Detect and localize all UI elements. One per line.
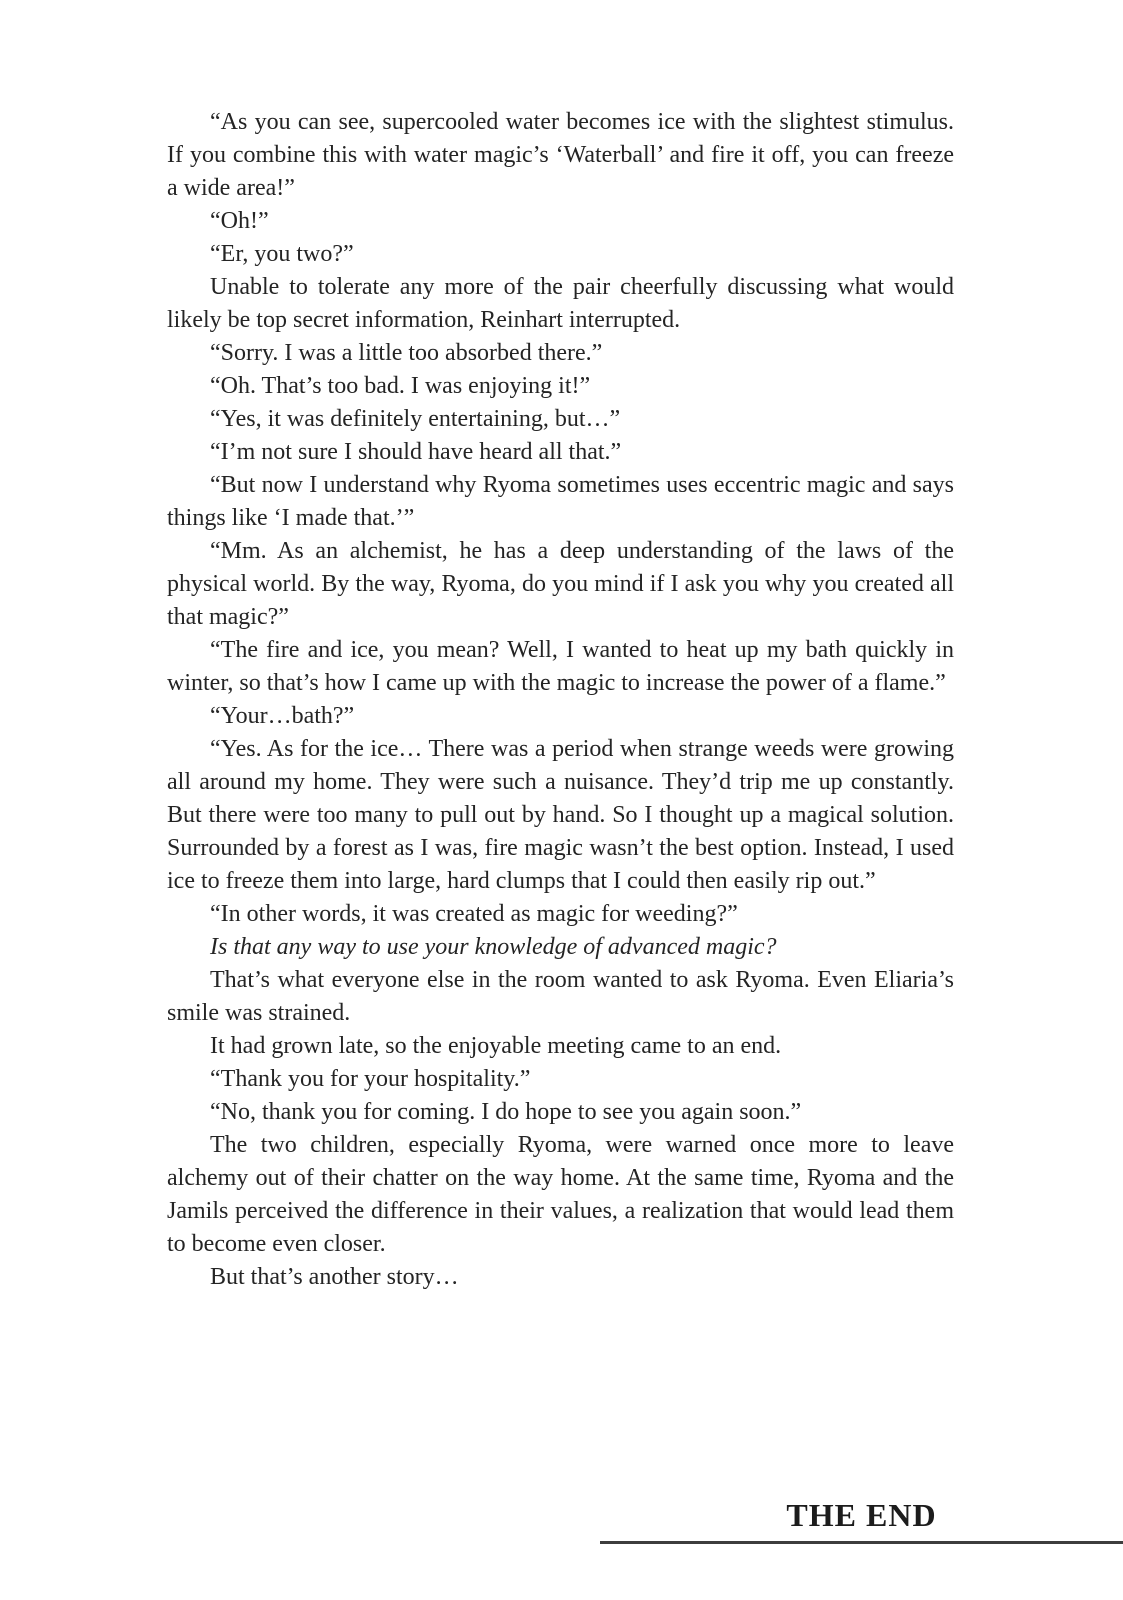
paragraph: “Er, you two?”: [210, 241, 354, 267]
paragraph: But that’s another story…: [210, 1264, 459, 1290]
paragraph-inner-thought: Is that any way to use your knowledge of advanced magic?: [210, 934, 777, 960]
paragraph: “Thank you for your hospitality.”: [210, 1066, 531, 1092]
paragraph: “Mm. As an alchemist, he has a deep understanding of the laws of the physical world. By the way, Ryoma, do you mind if I ask you why you created all that magic?”: [167, 538, 954, 630]
paragraph: The two children, especially Ryoma, were warned once more to leave alchemy out of their chatter on the way home. At the same time, Ryoma and the Jamils perceived the difference in their values, a realization that would lead them to become even closer.: [167, 1132, 954, 1257]
paragraph: Unable to tolerate any more of the pair cheerfully discussing what would likely be top secret information, Reinhart interrupted.: [167, 274, 954, 333]
paragraph: “I’m not sure I should have heard all that.”: [210, 439, 622, 465]
paragraph: “Sorry. I was a little too absorbed there.”: [210, 340, 603, 366]
paragraph: That’s what everyone else in the room wanted to ask Ryoma. Even Eliaria’s smile was strained.: [167, 967, 954, 1026]
end-divider-rule: [600, 1541, 1123, 1544]
paragraph: “Your…bath?”: [210, 703, 355, 729]
paragraph: “But now I understand why Ryoma sometimes uses eccentric magic and says things like ‘I made that.’”: [167, 472, 954, 531]
paragraph: “Yes. As for the ice… There was a period when strange weeds were growing all around my home. They were such a nuisance. They’d trip me up constantly. But there were too many to pull out by hand. So I thought up a magical solution. Surrounded by a forest as I was, fire magic wasn’t the best option. Instead, I used ice to freeze them into large, hard clumps that I could then easily rip out.”: [167, 736, 954, 894]
body-text: [167, 106, 954, 1294]
paragraph: “Oh. That’s too bad. I was enjoying it!”: [210, 373, 591, 399]
paragraph: “No, thank you for coming. I do hope to see you again soon.”: [210, 1099, 802, 1125]
paragraph: “Oh!”: [210, 208, 269, 234]
paragraph: “In other words, it was created as magic for weeding?”: [210, 901, 738, 927]
paragraph: It had grown late, so the enjoyable meeting came to an end.: [210, 1033, 782, 1059]
paragraph: “Yes, it was definitely entertaining, but…”: [210, 406, 621, 432]
paragraph: “As you can see, supercooled water becomes ice with the slightest stimulus. If you combine this with water magic’s ‘Waterball’ and fire it off, you can freeze a wide area!”: [167, 109, 954, 201]
paragraph: “The fire and ice, you mean? Well, I wanted to heat up my bath quickly in winter, so that’s how I came up with the magic to increase the power of a flame.”: [167, 637, 954, 696]
the-end-marker: THE END: [786, 1497, 937, 1533]
